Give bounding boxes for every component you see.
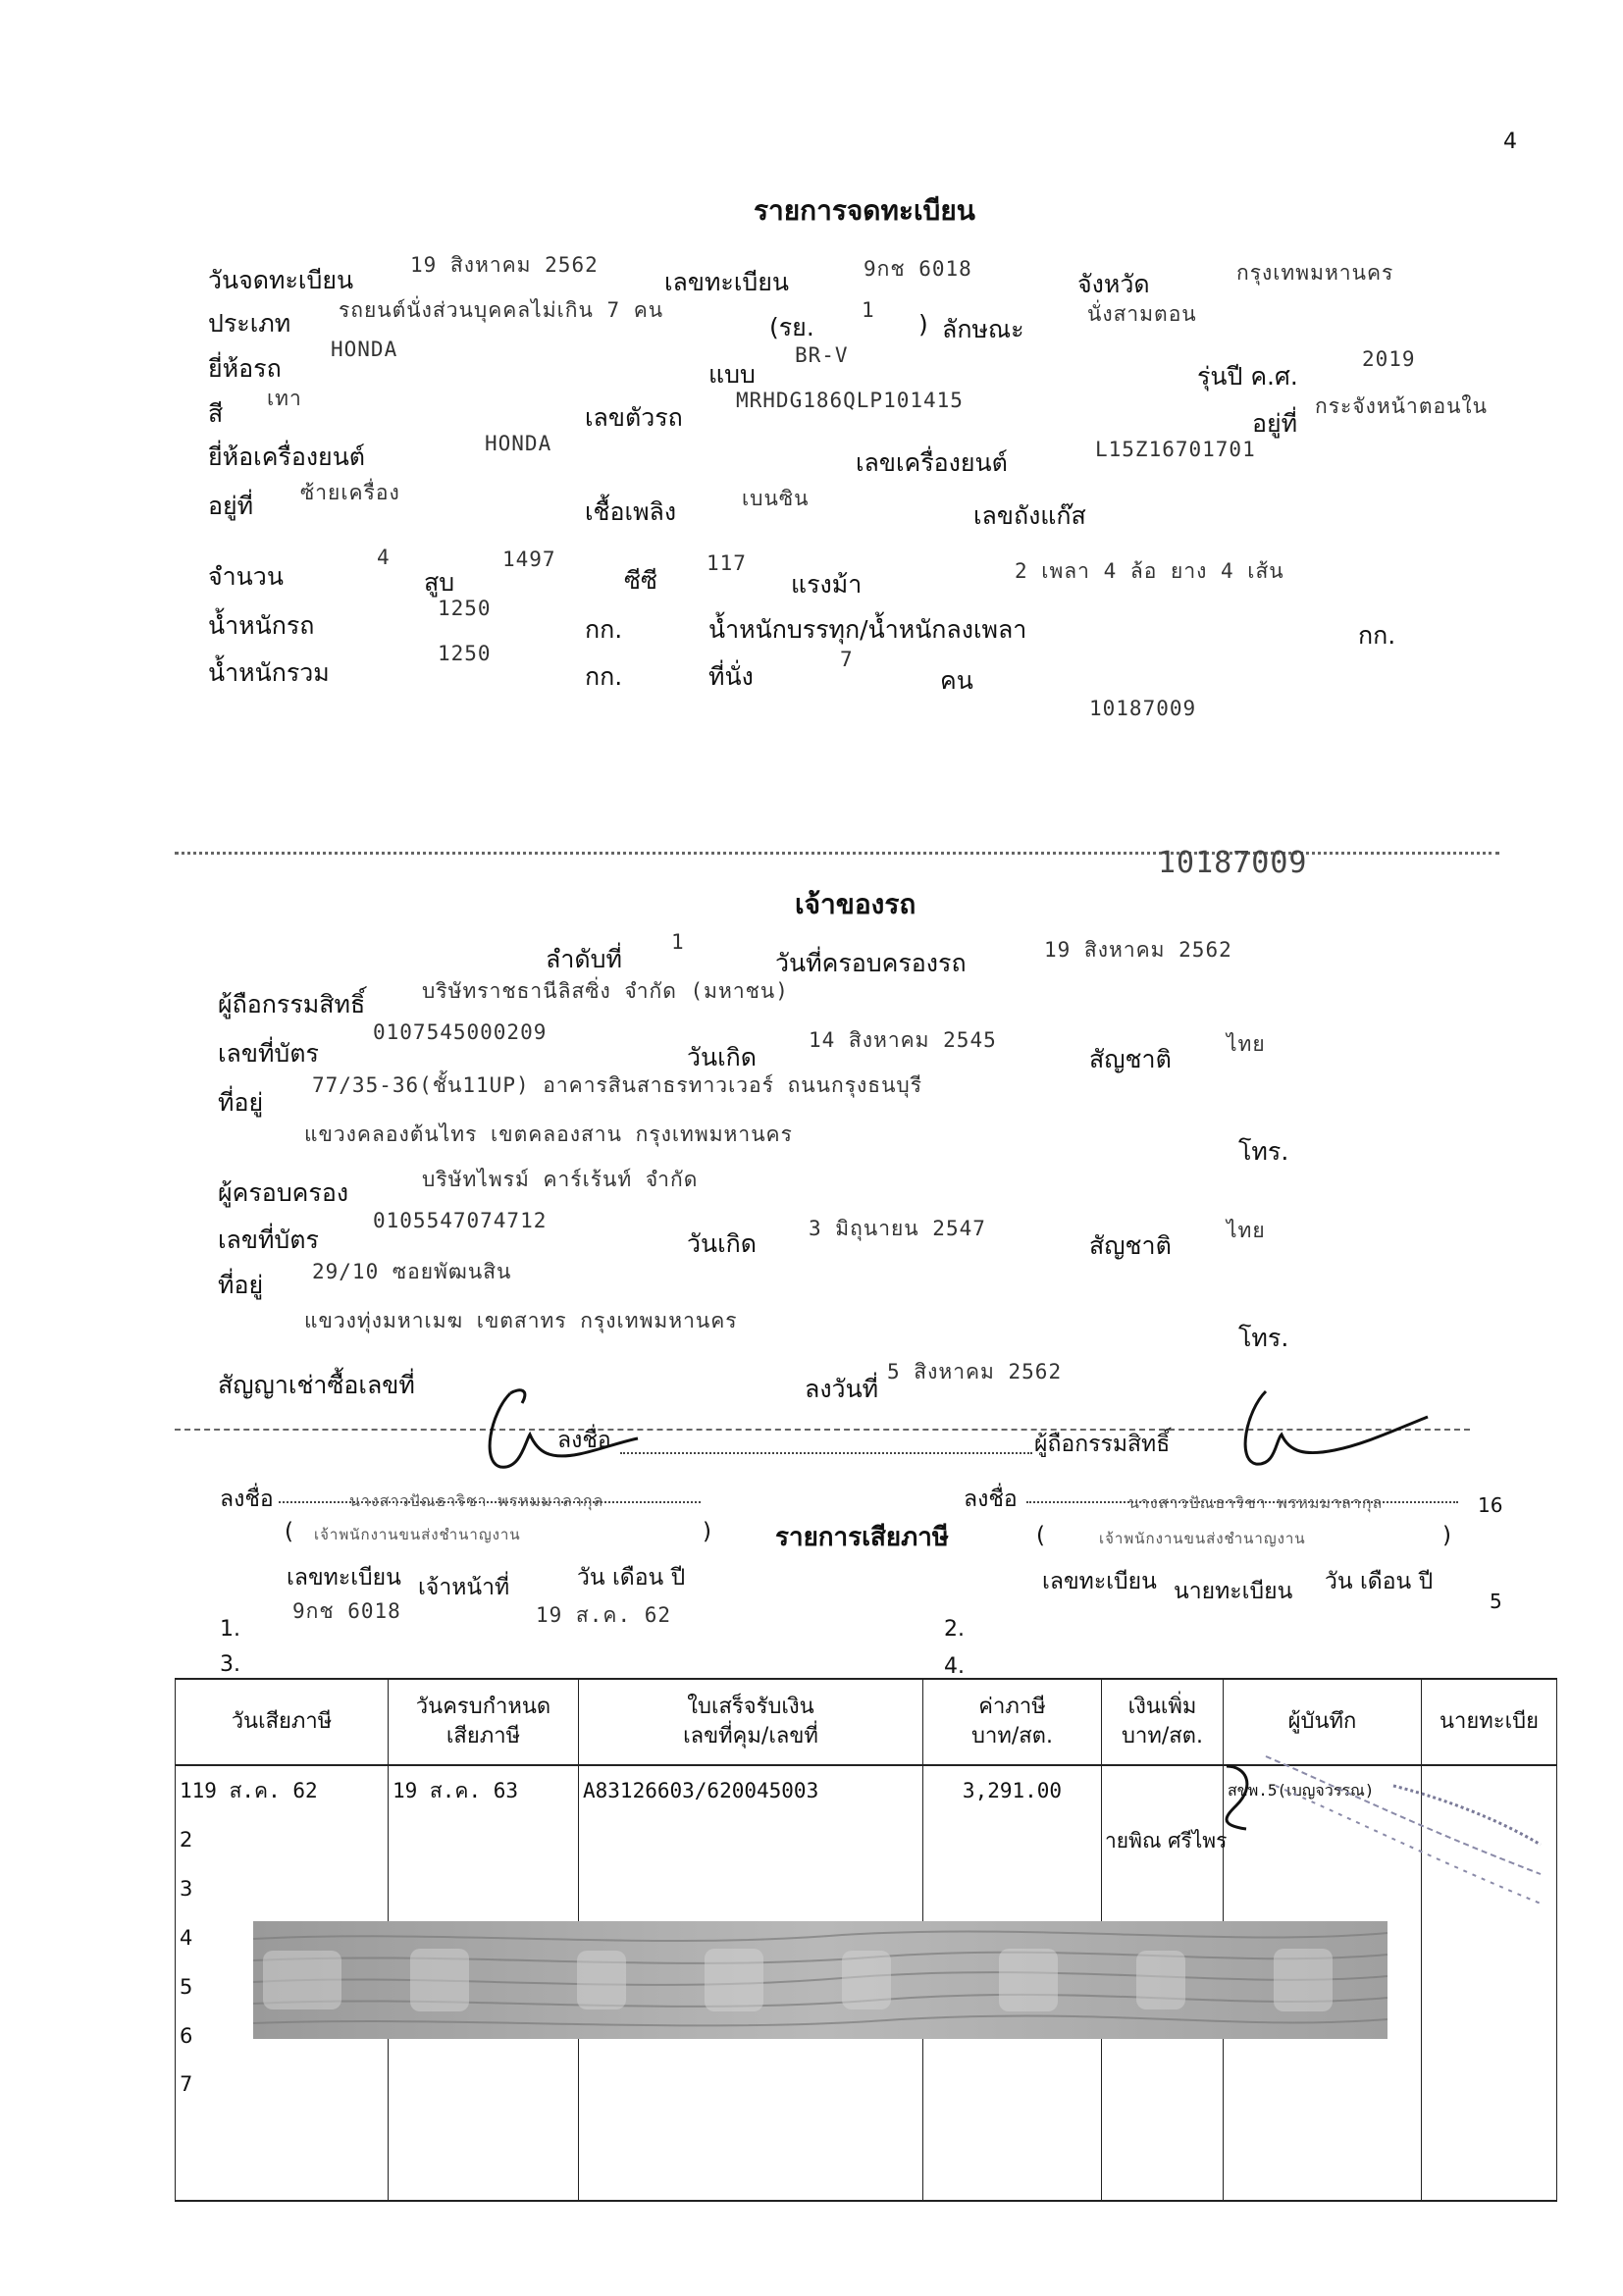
owner-order: 1 bbox=[671, 930, 685, 954]
gross-label: น้ำหนักรวม bbox=[208, 658, 330, 687]
holder-address-line2: แขวงคลองต้นไทร เขตคลองสาน กรุงเทพมหานคร bbox=[304, 1122, 793, 1146]
occupant-id: 0105547074712 bbox=[373, 1209, 548, 1232]
cell bbox=[1224, 2061, 1422, 2201]
vehicle-type: รถยนต์นั่งส่วนบุคคลไม่เกิน 7 คน bbox=[339, 298, 664, 322]
load-unit: กก. bbox=[1358, 621, 1396, 650]
recorder-cell: สขพ.5(เบญจวรรณ) bbox=[1224, 1765, 1422, 1815]
province-label: จังหวัด bbox=[1077, 270, 1150, 298]
pre-list-1: 1. bbox=[220, 1617, 240, 1642]
row-number: 4 bbox=[176, 1913, 389, 1962]
cell bbox=[1422, 2061, 1557, 2201]
sign-right-label: ลงชื่อ bbox=[964, 1487, 1018, 1512]
signature-right-1 bbox=[1217, 1382, 1433, 1480]
occupant-dob: 3 มิถุนายน 2547 bbox=[809, 1217, 986, 1240]
header-tax-amount: ค่าภาษี บาท/สต. bbox=[923, 1679, 1102, 1765]
holder-address-line1: 77/35-36(ชั้น11UP) อาคารสินสาธรทาวเวอร์ ถนนกรุงธนบุรี bbox=[312, 1073, 923, 1097]
lease-label: สัญญาเช่าซื้อเลขที่ bbox=[218, 1371, 415, 1399]
pre-list-3: 3. bbox=[220, 1652, 240, 1677]
header-recorder: ผู้บันทึก bbox=[1224, 1679, 1422, 1765]
weight-label: น้ำหนักรถ bbox=[208, 611, 315, 640]
redacted-overlay bbox=[253, 1921, 1387, 2039]
occupant-nationality: ไทย bbox=[1227, 1219, 1266, 1242]
row-number: 3 bbox=[176, 1864, 389, 1913]
cell bbox=[923, 2061, 1102, 2201]
cell bbox=[389, 2061, 579, 2201]
ry-number: 1 bbox=[862, 298, 875, 322]
vin-location: กระจังหน้าตอนใน bbox=[1315, 394, 1489, 418]
occupant-address-line1: 29/10 ซอยพัฒนสิน bbox=[312, 1260, 512, 1283]
displacement: 1497 bbox=[502, 548, 556, 571]
left-date-value: 19 ส.ค. 62 bbox=[536, 1603, 672, 1627]
model-label: แบบ bbox=[708, 360, 756, 389]
gross-unit: กก. bbox=[585, 662, 623, 691]
due-date-cell: 19 ส.ค. 63 bbox=[389, 1765, 579, 1815]
pre-list-4: 4. bbox=[944, 1654, 965, 1679]
seats-label: ที่นั่ง bbox=[708, 662, 754, 691]
header-registrar: นายทะเบีย bbox=[1422, 1679, 1557, 1765]
row-number: 5 bbox=[176, 1962, 389, 2011]
engine-number-label: เลขเครื่องยนต์ bbox=[856, 448, 1008, 477]
possess-date: 19 สิงหาคม 2562 bbox=[1044, 938, 1232, 962]
table-row bbox=[176, 2061, 1557, 2201]
gas-tank-label: เลขถังแก๊ส bbox=[973, 501, 1086, 530]
engine-make-label: ยี่ห้อเครื่องยนต์ bbox=[208, 443, 366, 471]
receipt-cell: A83126603/620045003 bbox=[579, 1765, 923, 1815]
page-number: 4 bbox=[1503, 130, 1517, 154]
perforation-serial: 10187009 bbox=[1158, 846, 1308, 880]
occupant-dob-label: วันเกิด bbox=[687, 1229, 758, 1258]
right-officer-stamp-name: นางสาวปัณธาริชา พรหมมาลากุล bbox=[1128, 1493, 1384, 1512]
color-label: สี bbox=[208, 399, 224, 428]
lease-date: 5 สิงหาคม 2562 bbox=[887, 1360, 1063, 1383]
vehicle-make: HONDA bbox=[331, 338, 398, 361]
style-label: ลักษณะ bbox=[942, 315, 1024, 343]
occupant-address-label: ที่อยู่ bbox=[218, 1271, 264, 1299]
year-label: รุ่นปี ค.ศ. bbox=[1197, 362, 1298, 391]
surcharge-cell bbox=[1102, 1765, 1224, 1815]
occupant-nationality-label: สัญชาติ bbox=[1089, 1231, 1172, 1260]
holder-nationality: ไทย bbox=[1227, 1032, 1266, 1056]
cell bbox=[1102, 2061, 1224, 2201]
left-officer-stamp-name: นางสาวปัณธาริชา พรหมมาลากุล bbox=[349, 1491, 604, 1510]
document-serial: 10187009 bbox=[1089, 697, 1197, 720]
order-label: ลำดับที่ bbox=[546, 945, 622, 973]
right-officer-stamp-title: เจ้าพนักงานขนส่งชำนาญงาน bbox=[1099, 1530, 1306, 1547]
header-due-date: วันครบกำหนด เสียภาษี bbox=[389, 1679, 579, 1765]
cc-label: ซีซี bbox=[624, 566, 657, 595]
holder-id-label: เลขที่บัตร bbox=[218, 1039, 319, 1068]
header-receipt: ใบเสร็จรับเงิน เลขที่คุม/เลขที่ bbox=[579, 1679, 923, 1765]
row-number: 7 bbox=[176, 2061, 389, 2201]
type-label: ประเภท bbox=[208, 309, 291, 338]
seats-unit: คน bbox=[940, 666, 973, 695]
sign-left-label: ลงชื่อ bbox=[220, 1487, 274, 1512]
occupant-label: ผู้ครอบครอง bbox=[218, 1178, 349, 1207]
row-number: 2 bbox=[176, 1815, 389, 1864]
engine-number: L15Z16701701 bbox=[1095, 438, 1256, 461]
holder-label: ผู้ถือกรรมสิทธิ์ bbox=[218, 990, 366, 1018]
cell bbox=[389, 1815, 579, 1864]
left-officer-stamp-title: เจ้าพนักงานขนส่งชำนาญงาน bbox=[314, 1526, 521, 1543]
sign-center-label: ลงชื่อ bbox=[557, 1428, 611, 1453]
horsepower: 117 bbox=[707, 551, 747, 575]
cell bbox=[923, 1864, 1102, 1913]
occupant-name: บริษัทไพรม์ คาร์เร้นท์ จำกัด bbox=[422, 1168, 699, 1191]
plate-number: 9กช 6018 bbox=[864, 257, 972, 281]
left-paren-open: ( bbox=[285, 1519, 293, 1544]
right-paren-open: ( bbox=[1036, 1523, 1045, 1548]
vehicle-model: BR-V bbox=[795, 343, 849, 367]
vin: MRHDG186QLP101415 bbox=[736, 389, 964, 412]
count-label: จำนวน bbox=[208, 562, 284, 591]
header-surcharge: เงินเพิ่ม บาท/สต. bbox=[1102, 1679, 1224, 1765]
cell bbox=[1422, 2011, 1557, 2061]
right-caption-plate: เลขทะเบียน bbox=[1042, 1569, 1157, 1594]
right-caption-registrar: นายทะเบียน bbox=[1174, 1579, 1293, 1604]
vehicle-weight: 1250 bbox=[438, 597, 492, 620]
ry-open: (รย. bbox=[769, 313, 814, 341]
seats: 7 bbox=[840, 648, 854, 671]
tax-section-title: รายการเสียภาษี bbox=[775, 1523, 949, 1552]
left-paren-close: ) bbox=[703, 1519, 711, 1544]
left-caption-plate: เลขทะเบียน bbox=[287, 1565, 401, 1591]
engine-location-label: อยู่ที่ bbox=[208, 492, 254, 520]
cell bbox=[389, 1864, 579, 1913]
vehicle-style: นั่งสามตอน bbox=[1087, 302, 1197, 326]
ry-close: ) bbox=[918, 310, 928, 339]
right-paren-close: ) bbox=[1442, 1523, 1451, 1548]
left-plate-value: 9กช 6018 bbox=[292, 1599, 401, 1623]
tax-amount-cell: 3,291.00 bbox=[923, 1765, 1102, 1815]
row-number: 6 bbox=[176, 2011, 389, 2061]
gross-weight: 1250 bbox=[438, 642, 492, 665]
cell bbox=[1102, 1864, 1224, 1913]
vehicle-color: เทา bbox=[267, 387, 302, 410]
axles-wheels: 2 เพลา 4 ล้อ ยาง 4 เส้น bbox=[1015, 559, 1284, 583]
holder-dob-label: วันเกิด bbox=[687, 1043, 758, 1071]
right-side-number: 16 bbox=[1478, 1493, 1503, 1517]
holder-nationality-label: สัญชาติ bbox=[1089, 1045, 1172, 1073]
holder-role: ผู้ถือกรรมสิทธิ์ bbox=[1034, 1432, 1171, 1457]
cell bbox=[579, 2061, 923, 2201]
occupant-id-label: เลขที่บัตร bbox=[218, 1226, 319, 1254]
cell bbox=[579, 1815, 923, 1864]
cylinders: 4 bbox=[377, 546, 391, 569]
row-number-and-date: 119 ส.ค. 62 bbox=[176, 1765, 389, 1815]
left-caption-officer: เจ้าหน้าที่ bbox=[418, 1575, 510, 1600]
hp-label: แรงม้า bbox=[791, 570, 863, 599]
registrar-stamp bbox=[1246, 1727, 1570, 1923]
registration-title: รายการจดทะเบียน bbox=[754, 194, 975, 227]
engine-location: ซ้ายเครื่อง bbox=[300, 481, 400, 504]
signature-left-1 bbox=[451, 1374, 648, 1491]
vin-location-label: อยู่ที่ bbox=[1252, 409, 1298, 438]
reg-date-label: วันจดทะเบียน bbox=[208, 266, 354, 294]
holder-dob: 14 สิงหาคม 2545 bbox=[809, 1028, 997, 1052]
cell bbox=[923, 1815, 1102, 1864]
model-year: 2019 bbox=[1362, 347, 1416, 371]
lease-date-label: ลงวันที่ bbox=[805, 1375, 879, 1403]
header-tax-date: วันเสียภาษี bbox=[176, 1679, 389, 1765]
holder-tel-label: โทร. bbox=[1238, 1137, 1289, 1166]
side-number: 5 bbox=[1490, 1590, 1502, 1613]
plate-label: เลขทะเบียน bbox=[664, 268, 790, 296]
owner-title: เจ้าของรถ bbox=[795, 888, 916, 920]
right-caption-date: วัน เดือน ปี bbox=[1325, 1569, 1434, 1594]
load-label: น้ำหนักบรรทุก/น้ำหนักลงเพลา bbox=[708, 615, 1027, 644]
weight-unit: กก. bbox=[585, 615, 623, 644]
fuel-type: เบนซิน bbox=[742, 487, 810, 510]
cell bbox=[579, 1864, 923, 1913]
holder-name: บริษัทราชธานีลิสซิ่ง จำกัด (มหาชน) bbox=[422, 979, 789, 1003]
holder-id: 0107545000209 bbox=[373, 1020, 548, 1044]
holder-address-label: ที่อยู่ bbox=[218, 1088, 264, 1117]
cylinder-unit: สูบ bbox=[424, 568, 455, 597]
engine-make: HONDA bbox=[485, 432, 552, 455]
occupant-tel-label: โทร. bbox=[1238, 1324, 1289, 1352]
vin-label: เลขตัวรถ bbox=[585, 403, 683, 432]
fuel-label: เชื้อเพลิง bbox=[585, 497, 677, 526]
occupant-address-line2: แขวงทุ่งมหาเมฆ เขตสาทร กรุงเทพมหานคร bbox=[304, 1309, 738, 1332]
reg-date: 19 สิงหาคม 2562 bbox=[410, 253, 599, 277]
sign-center-line bbox=[620, 1452, 1032, 1454]
province: กรุงเทพมหานคร bbox=[1236, 261, 1394, 285]
officer-note: ายพิณ ศรีไพร bbox=[1105, 1829, 1228, 1852]
left-caption-date: วัน เดือน ปี bbox=[577, 1565, 686, 1591]
pre-list-2: 2. bbox=[944, 1617, 965, 1642]
make-label: ยี่ห้อรถ bbox=[208, 354, 282, 383]
possess-date-label: วันที่ครอบครองรถ bbox=[775, 949, 967, 977]
cell bbox=[1422, 1962, 1557, 2011]
